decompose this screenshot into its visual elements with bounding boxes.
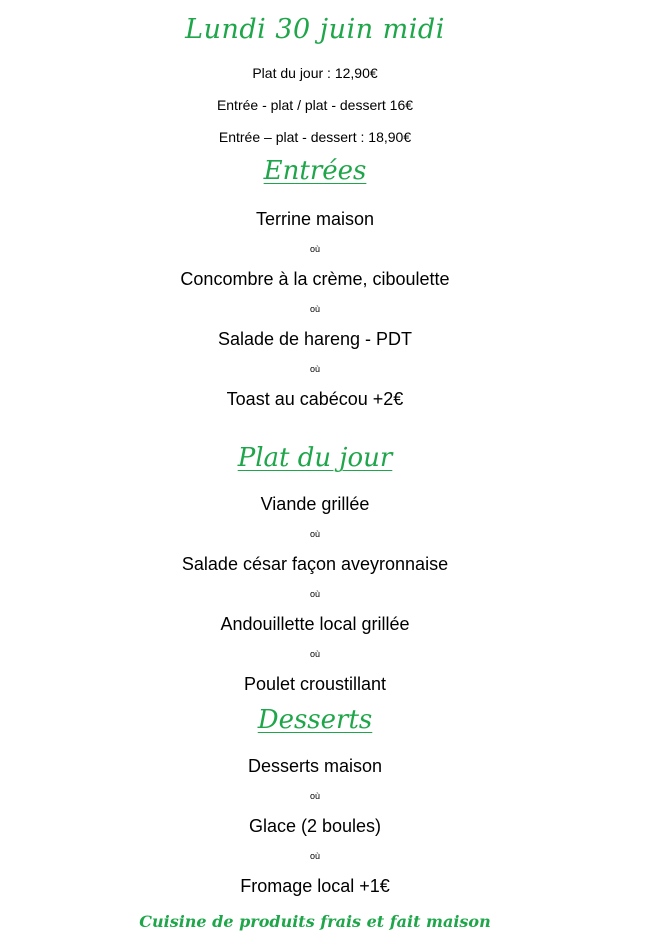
dessert-item: Fromage local +1€ [240,876,390,896]
section-title-desserts: Desserts [257,705,373,735]
separator-ou: où [309,791,320,801]
plat-item: Poulet croustillant [243,674,387,694]
dessert-item: Desserts maison [247,756,383,776]
section-title-entrees: Entrées [263,156,367,186]
menu-date-title: Lundi 30 juin midi [185,14,445,45]
plat-item: Andouillette local grillée [220,614,410,634]
price-three-courses: Entrée – plat - dessert : 18,90€ [218,129,412,145]
price-plat-du-jour: Plat du jour : 12,90€ [252,65,378,81]
separator-ou: où [309,244,320,254]
price-two-courses: Entrée - plat / plat - dessert 16€ [216,97,414,113]
separator-ou: où [309,304,320,314]
dessert-item: Glace (2 boules) [248,816,382,836]
plat-item: Salade césar façon aveyronnaise [181,554,449,574]
separator-ou: où [309,589,320,599]
separator-ou: où [309,529,320,539]
section-title-plat-du-jour: Plat du jour [237,443,393,473]
entree-item: Terrine maison [255,209,375,229]
entree-item: Concombre à la crème, ciboulette [180,269,450,289]
entree-item: Salade de hareng - PDT [217,329,413,349]
footer-tagline: Cuisine de produits frais et fait maison [139,912,491,931]
separator-ou: où [309,851,320,861]
separator-ou: où [309,364,320,374]
separator-ou: où [309,649,320,659]
plat-item: Viande grillée [260,494,370,514]
entree-item: Toast au cabécou +2€ [226,389,404,409]
